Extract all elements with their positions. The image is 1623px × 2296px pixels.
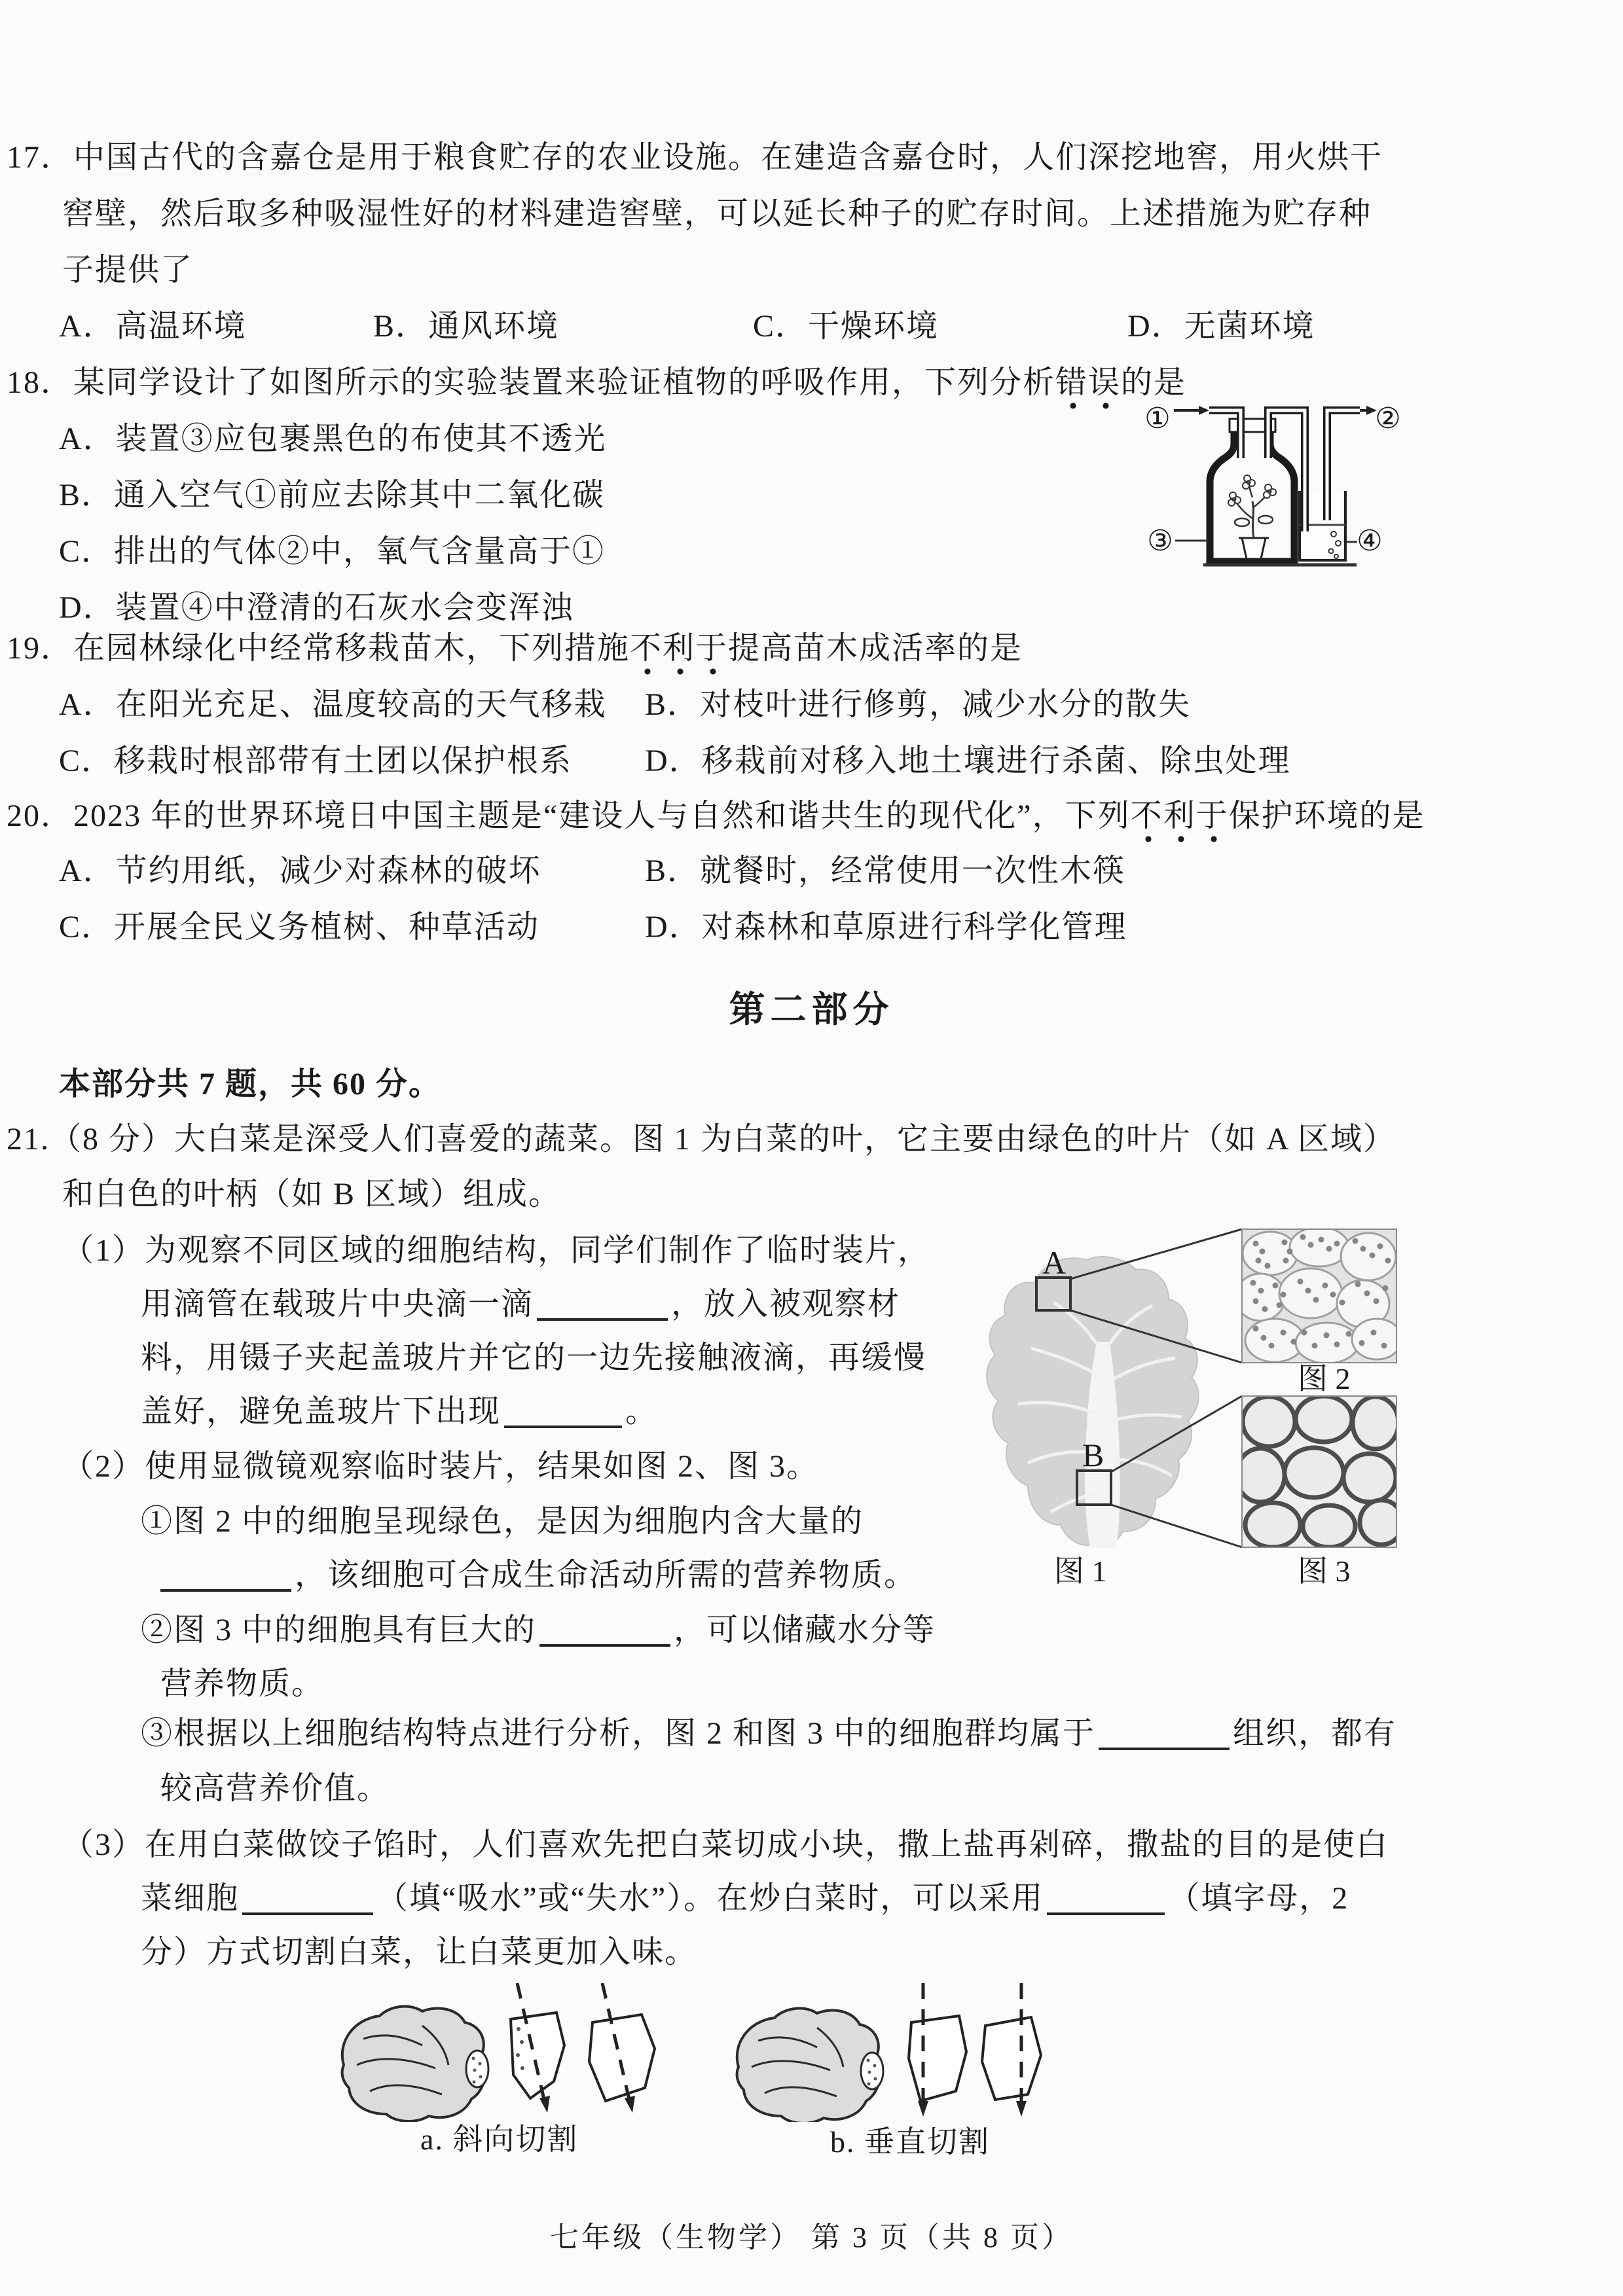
q21-p1-4a: 盖好，避免盖玻片下出现 xyxy=(141,1394,501,1429)
part2-heading: 第二部分 xyxy=(729,990,894,1030)
q17-option-d: D．无菌环境 xyxy=(1127,309,1315,344)
cut-b-group xyxy=(737,1983,1041,2122)
fig2-micrograph xyxy=(1235,1227,1402,1363)
cut-b-caption: b. 垂直切割 xyxy=(830,2125,990,2159)
q17-option-c: C．干燥环境 xyxy=(753,309,939,344)
q19-stem-pre: 19．在园林绿化中经常移栽苗木，下列措施 xyxy=(7,631,630,666)
q19-option-c: C．移栽时根部带有土团以保护根系 xyxy=(59,744,573,778)
q19-option-a: A．在阳光充足、温度较高的天气移栽 xyxy=(59,687,607,722)
region-b-label: B xyxy=(1082,1437,1104,1473)
q21-intro-2: 和白色的叶柄（如 B 区域）组成。 xyxy=(62,1177,562,1211)
q18-stem xyxy=(7,364,1186,402)
diagonal-cut-arrow-2 xyxy=(625,2096,635,2113)
q19-option-d: D．移栽前对移入地土壤进行杀菌、除虫处理 xyxy=(645,744,1291,778)
q21-p1-2a: 用滴管在载玻片中央滴一滴 xyxy=(141,1287,534,1321)
q21-p3-2a: 菜细胞 xyxy=(141,1881,240,1916)
fig1-caption: 图 1 xyxy=(1054,1554,1107,1588)
potted-plant xyxy=(1228,475,1276,559)
cabbage-leaf-figure xyxy=(962,1217,1408,1594)
q21-sub3-line1 xyxy=(141,1715,1396,1753)
respiration-apparatus-figure xyxy=(1136,393,1404,589)
q21-sub1-line1: ①图 2 中的细胞呈现绿色，是因为细胞内含大量的 xyxy=(141,1504,864,1539)
region-a-label: A xyxy=(1042,1244,1067,1281)
q18-option-c: C．排出的气体②中，氧气含量高于① xyxy=(59,534,606,569)
q21-part3-line3: 分）方式切割白菜，让白菜更加入味。 xyxy=(141,1935,698,1969)
q21-p3-2c: （填字母，2 xyxy=(1168,1881,1349,1916)
q20-option-b: B．就餐时，经常使用一次性木筷 xyxy=(645,853,1126,888)
q21-sub2-line2: 营养物质。 xyxy=(160,1666,325,1701)
q21-p1-2b: ，放入被观察材 xyxy=(671,1287,901,1321)
q21-sub1-line2 xyxy=(160,1556,917,1594)
q21-part3-line2 xyxy=(141,1880,1349,1918)
vertical-cut-arrow-1 xyxy=(918,2101,928,2117)
cut-a-piece-2 xyxy=(589,2015,655,2101)
answer-blank-cut-method xyxy=(1047,1893,1165,1915)
q19-option-b: B．对枝叶进行修剪，减少水分的散失 xyxy=(645,687,1192,722)
q17-line-2: 窖壁，然后取多种吸湿性好的材料建造窖壁，可以延长种子的贮存时间。上述措施为贮存种 xyxy=(62,196,1372,231)
q21-part3-line1: （3）在用白菜做饺子馅时，人们喜欢先把白菜切成小块，撒上盐再剁碎，撒盐的目的是使白 xyxy=(62,1827,1389,1862)
q17-line-1: 17．中国古代的含嘉仓是用于粮食贮存的农业设施。在建造含嘉仓时，人们深挖地窖，用火烘干 xyxy=(7,140,1383,175)
q19-stem-emphasized: 不利于 xyxy=(630,631,728,676)
q21-sub2-line1 xyxy=(141,1611,936,1649)
q17-option-a: A．高温环境 xyxy=(59,309,247,344)
q21-part1-line1: （1）为观察不同区域的细胞结构，同学们制作了临时装片， xyxy=(62,1233,931,1268)
q21-intro-1: 21.（8 分）大白菜是深受人们喜爱的蔬菜。图 1 为白菜的叶，它主要由绿色的叶片（如 A 区域） xyxy=(7,1122,1396,1157)
q18-option-d: D．装置④中澄清的石灰水会变浑浊 xyxy=(59,590,574,625)
q20-option-a: A．节约用纸，减少对森林的破坏 xyxy=(59,853,541,888)
q20-stem xyxy=(7,797,1425,835)
q21-s2-1a: ②图 3 中的细胞具有巨大的 xyxy=(141,1613,537,1647)
diagonal-cut-arrow-1 xyxy=(539,2096,550,2113)
cut-b-piece-1 xyxy=(909,2016,966,2101)
q18-stem-pre: 18．某同学设计了如图所示的实验装置来验证植物的呼吸作用，下列分析 xyxy=(7,365,1056,400)
q21-sub3-line2: 较高营养价值。 xyxy=(160,1771,390,1806)
q19-stem xyxy=(7,630,1023,668)
q21-part1-line2 xyxy=(141,1285,900,1323)
q17-line-3: 子提供了 xyxy=(62,253,194,287)
q18-option-a: A．装置③应包裹黑色的布使其不透光 xyxy=(59,422,607,456)
label-circle-1: ① xyxy=(1144,403,1171,435)
cut-a-group xyxy=(342,1983,655,2121)
q21-part1-line4 xyxy=(141,1393,658,1431)
answer-blank-bubbles xyxy=(504,1406,622,1428)
answer-blank-vacuole xyxy=(539,1624,670,1647)
q20-stem-emphasized: 不利于 xyxy=(1131,798,1229,844)
cut-b-piece-2 xyxy=(982,2017,1041,2100)
fig3-caption: 图 3 xyxy=(1298,1554,1351,1588)
answer-blank-lose-water xyxy=(242,1893,373,1915)
q21-s2-1b: ，可以储藏水分等 xyxy=(674,1613,936,1647)
q21-s3-1b: 组织，都有 xyxy=(1233,1716,1397,1751)
answer-blank-chloroplast xyxy=(160,1570,291,1592)
q20-option-d: D．对森林和草原进行科学化管理 xyxy=(645,910,1127,944)
q20-option-c: C．开展全民义务植树、种草活动 xyxy=(59,910,540,944)
cut-a-caption: a. 斜向切割 xyxy=(420,2123,579,2156)
vertical-cut-arrow-2 xyxy=(1016,2101,1027,2117)
q17-option-b: B．通风环境 xyxy=(373,309,560,344)
q19-stem-post: 提高苗木成活率的是 xyxy=(728,631,1023,666)
page-footer: 七年级（生物学） 第 3 页（共 8 页） xyxy=(550,2221,1073,2253)
label-circle-4: ④ xyxy=(1357,525,1383,557)
answer-blank-water-drop xyxy=(537,1299,668,1321)
fig2-caption: 图 2 xyxy=(1298,1362,1351,1395)
q20-stem-pre: 20．2023 年的世界环境日中国主题是“建设人与自然和谐共生的现代化”，下列 xyxy=(7,798,1131,833)
part2-note: 本部分共 7 题，共 60 分。 xyxy=(59,1067,442,1102)
q18-stem-emphasized: 错误 xyxy=(1055,365,1121,410)
label-circle-3: ③ xyxy=(1147,525,1173,557)
q21-s1-2b: ，该细胞可合成生命活动所需的营养物质。 xyxy=(295,1558,917,1592)
inlet-arrow-head xyxy=(1199,406,1209,415)
q20-stem-post: 保护环境的是 xyxy=(1228,798,1425,833)
fig3-micrograph xyxy=(1236,1396,1403,1547)
q18-option-b: B．通入空气①前应去除其中二氧化碳 xyxy=(59,478,606,512)
q21-part2-line1: （2）使用显微镜观察临时装片，结果如图 2、图 3。 xyxy=(62,1449,820,1484)
q21-part1-line3: 料，用镊子夹起盖玻片并它的一边先接触液滴，再缓慢 xyxy=(141,1340,927,1375)
answer-blank-tissue xyxy=(1099,1728,1230,1750)
label-circle-2: ② xyxy=(1375,403,1401,435)
q18-stem-post: 的是 xyxy=(1121,365,1187,400)
q21-s3-1a: ③根据以上细胞结构特点进行分析，图 2 和图 3 中的细胞群均属于 xyxy=(141,1716,1096,1751)
q21-p3-2b: （填“吸水”或“失水”）。在炒白菜时，可以采用 xyxy=(376,1881,1044,1916)
cutting-methods-figure xyxy=(314,1983,1067,2122)
q21-p1-4b: 。 xyxy=(625,1394,659,1429)
